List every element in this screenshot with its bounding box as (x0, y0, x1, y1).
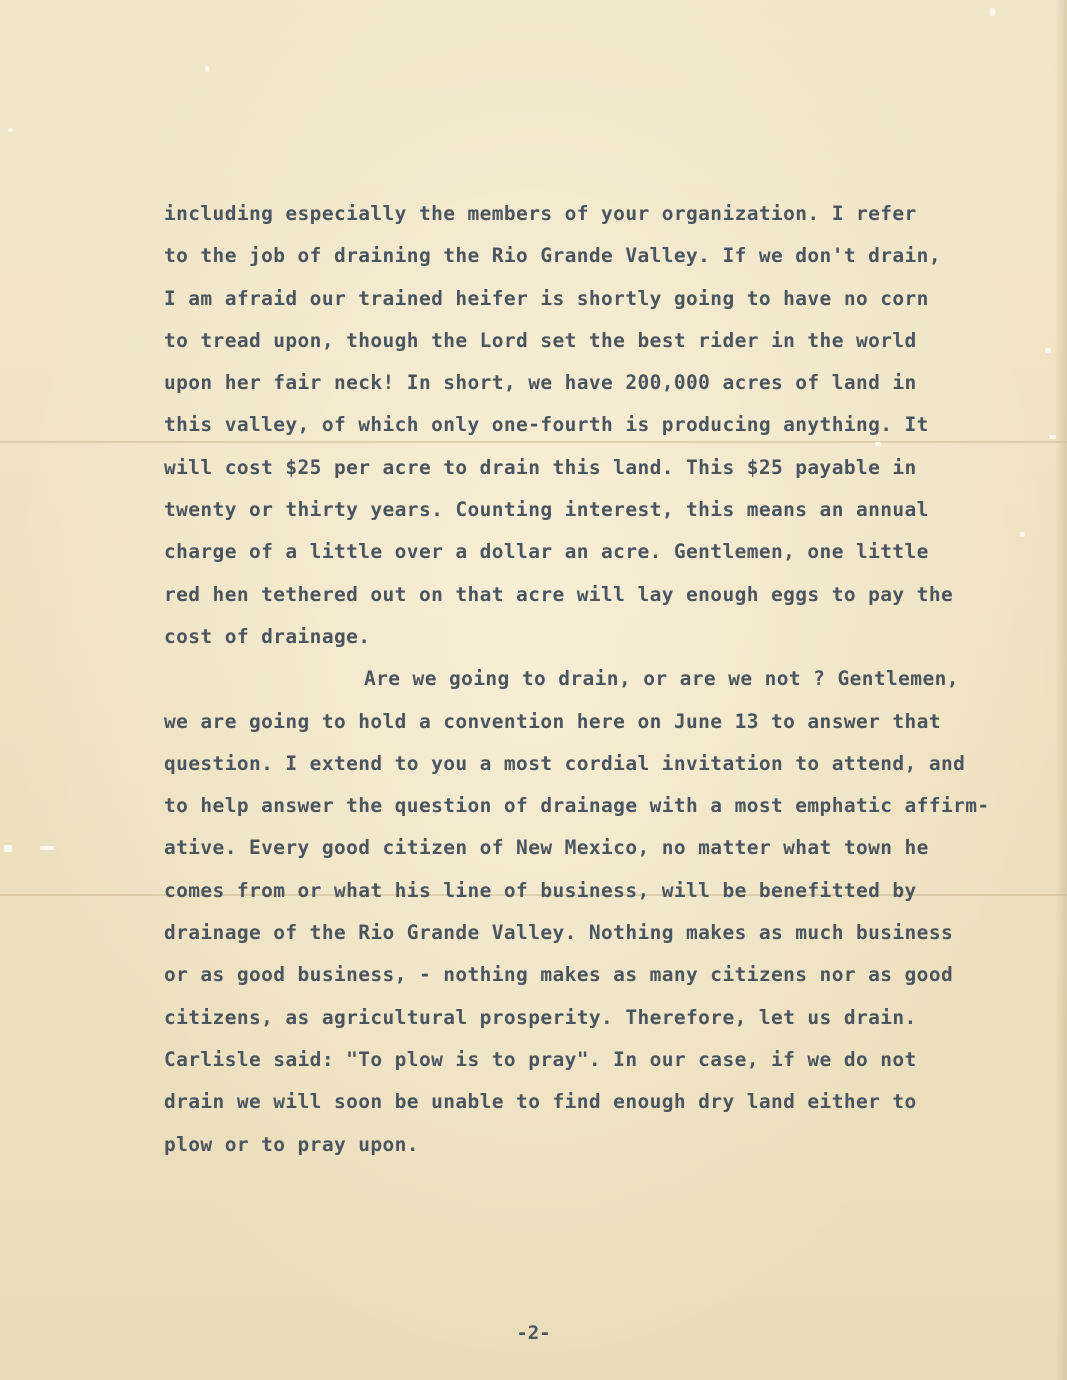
paper-speck (1045, 348, 1051, 353)
text-line: we are going to hold a convention here on June 13 to answer that (164, 709, 941, 733)
paper-speck (205, 66, 209, 72)
text-line-indented: Are we going to drain, or are we not ? Gentlemen, (364, 667, 959, 691)
text-line: upon her fair neck! In short, we have 200,000 acres of land in (164, 371, 917, 395)
text-line: twenty or thirty years. Counting interest, this means an annual (164, 498, 929, 522)
paper-speck (40, 846, 54, 850)
text-line: or as good business, - nothing makes as many citizens nor as good (164, 963, 954, 987)
page-number: -2- (516, 1322, 551, 1344)
text-line: I am afraid our trained heifer is shortly going to have no corn (164, 286, 929, 310)
paper-speck (8, 128, 13, 132)
text-line: charge of a little over a dollar an acre. Gentlemen, one little (164, 540, 929, 564)
paper-speck (4, 845, 12, 852)
paper-speck (990, 8, 995, 16)
text-line: red hen tethered out on that acre will lay enough eggs to pay the (164, 582, 954, 606)
text-line: citizens, as agricultural prosperity. Therefore, let us drain. (164, 1005, 917, 1029)
text-line: cost of drainage. (164, 624, 371, 648)
letter-body (164, 193, 994, 1166)
text-line: will cost $25 per acre to drain this land. This $25 payable in (164, 455, 917, 479)
text-line: drainage of the Rio Grande Valley. Nothing makes as much business (164, 921, 954, 945)
paper-speck (1049, 435, 1056, 439)
paper-speck (1020, 532, 1025, 537)
text-line: ative. Every good citizen of New Mexico, no matter what town he (164, 836, 929, 860)
text-line: Carlisle said: "To plow is to pray". In our case, if we do not (164, 1047, 917, 1071)
text-line: question. I extend to you a most cordial invitation to attend, and (164, 751, 966, 775)
text-line: to tread upon, though the Lord set the best rider in the world (164, 328, 917, 352)
text-line: drain we will soon be unable to find enough dry land either to (164, 1090, 917, 1114)
text-line: including especially the members of your organization. I refer (164, 202, 917, 225)
text-line: to the job of draining the Rio Grande Valley. If we don't drain, (164, 244, 941, 268)
text-line: to help answer the question of drainage with a most emphatic affirm- (164, 794, 990, 818)
page-edge-shadow (1055, 0, 1067, 1380)
text-line: this valley, of which only one-fourth is producing anything. It (164, 413, 929, 437)
text-line: plow or to pray upon. (164, 1132, 419, 1156)
text-line: comes from or what his line of business, will be benefitted by (164, 878, 917, 902)
